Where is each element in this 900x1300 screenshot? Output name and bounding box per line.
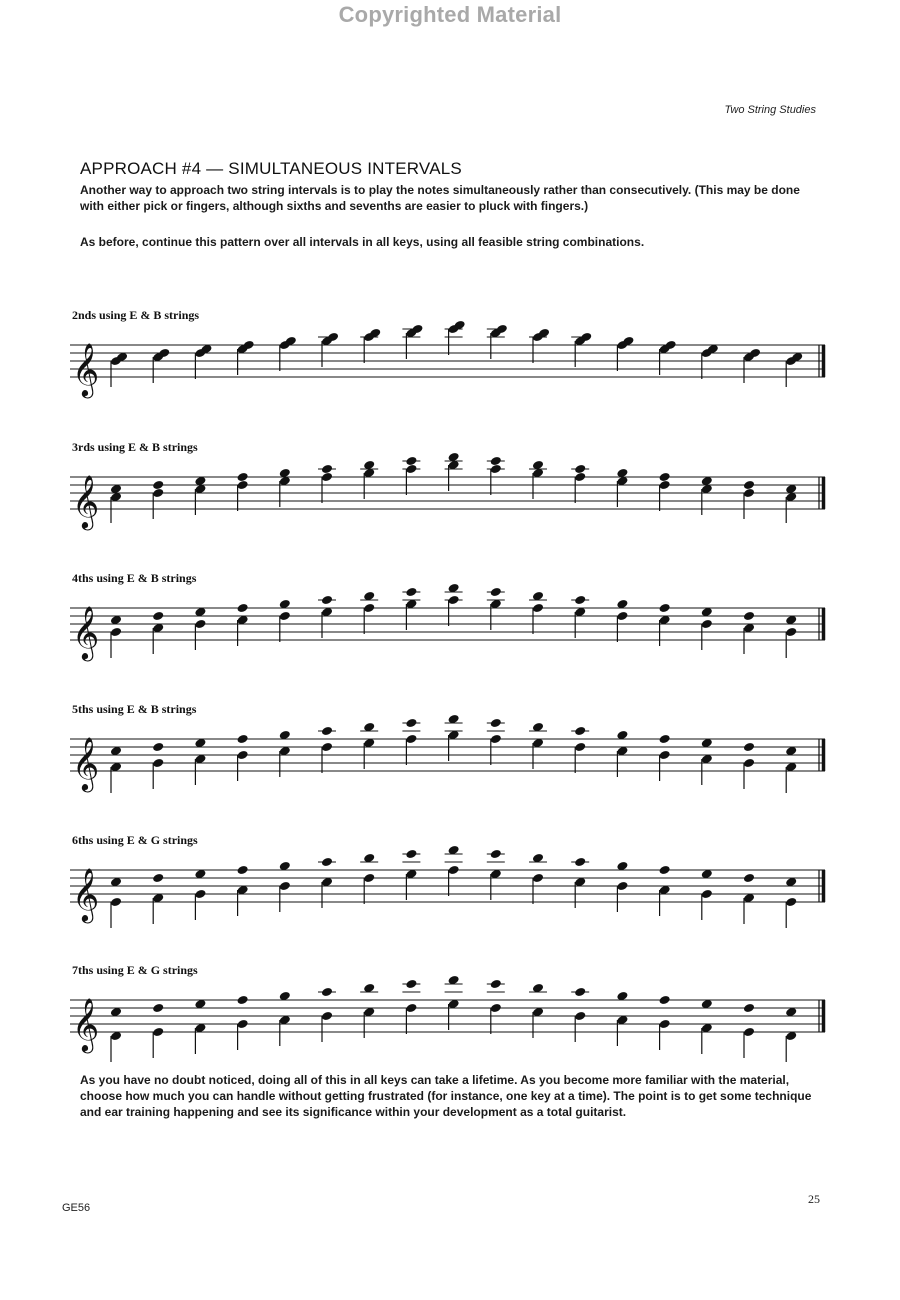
notehead-upper [321,464,333,475]
notehead-lower [405,734,417,745]
notehead-lower [363,873,375,884]
notehead-lower [321,742,333,753]
notehead-lower [152,1027,164,1038]
notehead-lower [447,595,459,606]
notehead-upper [743,1003,755,1014]
notehead-upper [743,873,755,884]
notehead-upper [321,726,333,737]
notehead-upper [743,480,755,491]
instruction-paragraph: As before, continue this pattern over all intervals in all keys, using all feasible string combinations. [80,235,645,249]
notehead-upper [152,742,164,753]
notehead-upper [321,987,333,998]
notehead-upper [152,611,164,622]
music-staff [60,833,840,958]
notehead-upper [321,595,333,606]
notehead-upper [236,734,248,745]
music-staff [60,963,840,1088]
notehead-lower [236,1019,248,1030]
notehead-lower [405,1003,417,1014]
treble-clef-icon: 𝄞 [72,997,100,1051]
notehead-upper [236,865,248,876]
notehead-lower [490,464,502,475]
notehead-lower [658,1019,670,1030]
notehead-upper [574,595,586,606]
notehead-lower [490,1003,502,1014]
notehead-lower [532,603,544,614]
notehead-upper [658,734,670,745]
notehead-upper [574,464,586,475]
example-label: 7ths using E & G strings [72,963,198,977]
notehead-lower [574,1011,586,1022]
notehead-lower [447,865,459,876]
notehead-lower [785,627,797,638]
notehead-lower [574,742,586,753]
notehead-lower [532,873,544,884]
catalog-code: GE56 [62,1202,91,1214]
music-staff [60,571,840,696]
notehead-upper [405,456,417,467]
treble-clef-icon: 𝄞 [72,867,100,921]
notehead-lower [574,472,586,483]
notehead-upper [574,726,586,737]
notehead-upper [405,718,417,729]
notehead-upper [574,857,586,868]
running-head: Two String Studies [724,104,816,116]
notehead-upper [321,857,333,868]
example-label: 4ths using E & B strings [72,571,197,585]
notehead-upper [490,587,502,598]
page-number: 25 [808,1192,820,1206]
notehead-upper [490,849,502,860]
notehead-upper [236,995,248,1006]
example-7ths [60,963,840,1088]
notehead-lower [152,758,164,769]
notehead-upper [152,1003,164,1014]
notehead-lower [110,627,122,638]
example-2nds [60,308,840,433]
notehead-lower [321,1011,333,1022]
notehead-lower [279,881,291,892]
notehead-lower [194,889,206,900]
example-6ths [60,833,840,958]
notehead-lower [490,734,502,745]
notehead-upper [405,587,417,598]
example-4ths [60,571,840,696]
notehead-lower [321,472,333,483]
notehead-upper [658,603,670,614]
notehead-lower [701,889,713,900]
notehead-lower [785,897,797,908]
notehead-upper [236,603,248,614]
notehead-lower [658,750,670,761]
notehead-lower [194,619,206,630]
notehead-lower [152,488,164,499]
notehead-lower [743,488,755,499]
notehead-upper [152,873,164,884]
notehead-upper [490,979,502,990]
notehead-upper [574,987,586,998]
intro-paragraph: Another way to approach two string intervals is to play the notes simultaneously rather than consecutively. (This may be done with either pick or fingers, although sixths and sevenths are easier to pluck with fingers.) [80,183,800,213]
notehead-upper [658,865,670,876]
notehead-lower [110,897,122,908]
notehead-upper [743,611,755,622]
closing-paragraph: As you have no doubt noticed, doing all of this in all keys can take a lifetime. As you become more familiar with the material, choose how much you can handle without getting frustrated (for instance, one key at a time). The point is to get some technique and ear training happening and see its significance within your development as a total guitarist. [80,1073,812,1119]
notehead-lower [743,1027,755,1038]
copyright-watermark: Copyrighted Material [338,2,562,27]
notehead-lower [743,758,755,769]
notehead-lower [616,611,628,622]
section-title: APPROACH #4 — SIMULTANEOUS INTERVALS [80,159,462,178]
notehead-lower [616,881,628,892]
notehead-lower [405,464,417,475]
notehead-upper [405,849,417,860]
notehead-lower [658,480,670,491]
example-5ths [60,702,840,827]
music-staff [60,308,840,433]
notehead-upper [658,472,670,483]
notehead-upper [743,742,755,753]
example-3rds [60,440,840,565]
example-label: 5ths using E & B strings [72,702,197,716]
notehead-upper [405,979,417,990]
notehead-upper [152,480,164,491]
music-staff [60,440,840,565]
treble-clef-icon: 𝄞 [72,605,100,659]
music-staff [60,702,840,827]
example-label: 2nds using E & B strings [72,308,200,322]
notehead-upper [658,995,670,1006]
notehead-lower [236,480,248,491]
example-label: 6ths using E & G strings [72,833,198,847]
notehead-upper [490,718,502,729]
notehead-lower [701,619,713,630]
example-label: 3rds using E & B strings [72,440,198,454]
treble-clef-icon: 𝄞 [72,474,100,528]
notehead-upper [490,456,502,467]
notehead-lower [363,603,375,614]
treble-clef-icon: 𝄞 [72,736,100,790]
notehead-lower [236,750,248,761]
notehead-lower [279,611,291,622]
treble-clef-icon: 𝄞 [72,342,100,396]
notehead-upper [236,472,248,483]
